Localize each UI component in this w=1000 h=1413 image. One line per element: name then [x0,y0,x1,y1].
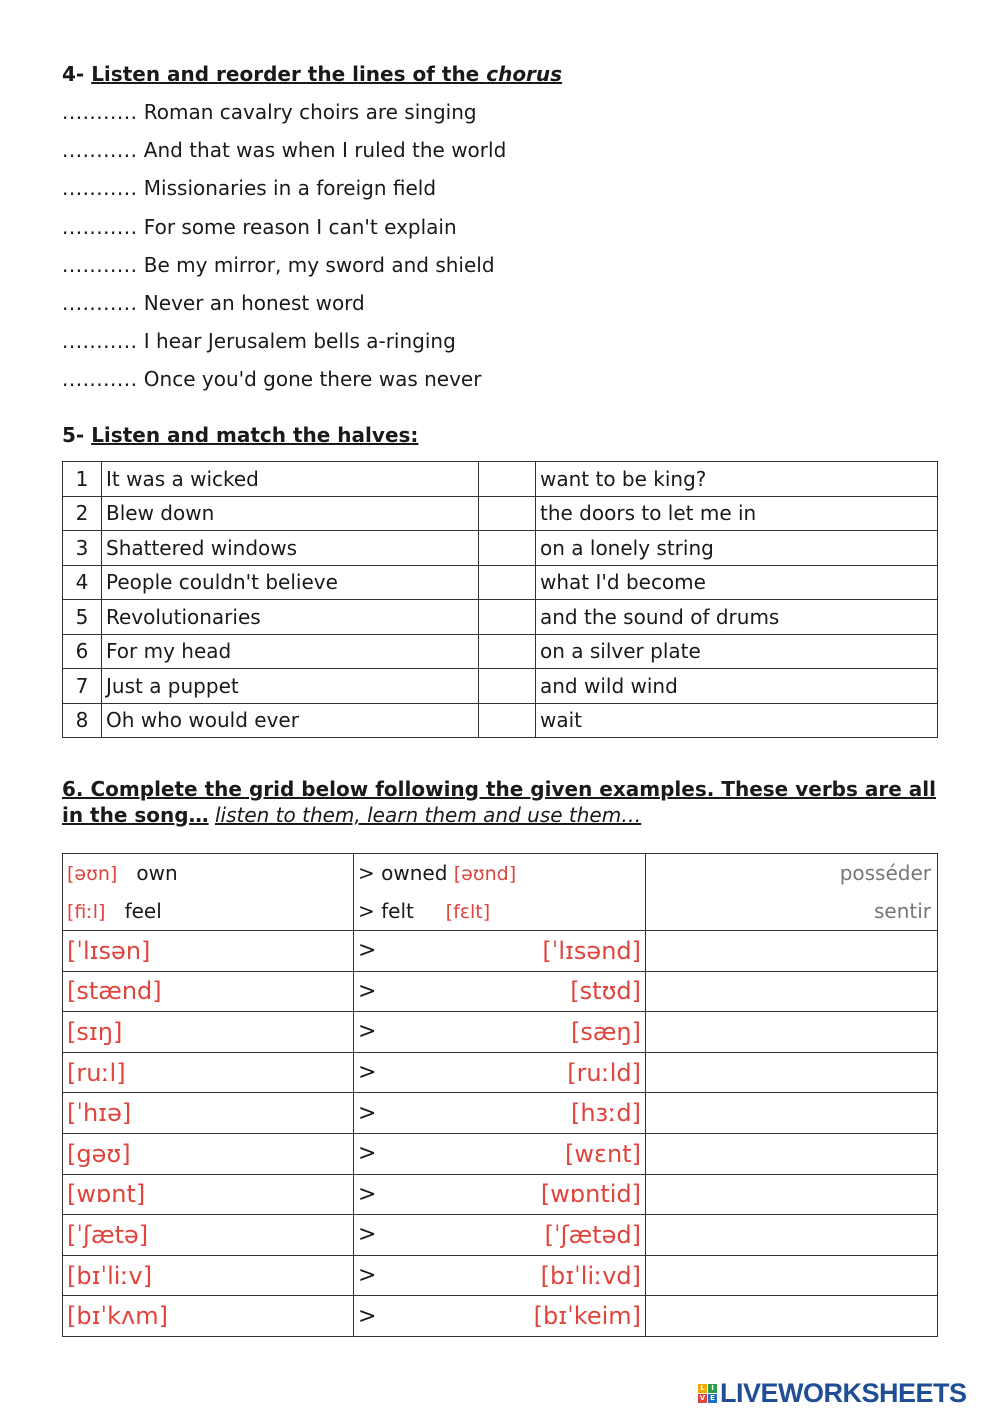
first-half: Revolutionaries [102,600,479,635]
first-half: Shattered windows [102,531,479,566]
example-base [63,854,354,893]
reorder-line-text: Roman cavalry choirs are singing [143,100,477,124]
past-form-ipa: [bɪˈliːvd] [540,1261,641,1290]
table-row [63,1255,938,1296]
arrow: > [358,938,377,964]
answer-blank[interactable]: ........... [62,367,138,392]
base-form-ipa[interactable]: [ˈhɪə] [63,1093,354,1134]
row-number: 8 [63,703,102,738]
match-halves-table [62,461,938,738]
translation-cell[interactable] [646,1093,938,1134]
table-row [63,1093,938,1134]
row-number: 6 [63,634,102,669]
past-form-ipa: [wɒntid] [540,1180,641,1209]
answer-cell[interactable] [479,462,536,497]
base-form-ipa[interactable]: [stænd] [63,971,354,1012]
row-number: 7 [63,669,102,704]
translation-cell[interactable] [646,1052,938,1093]
first-half: People couldn't believe [102,565,479,600]
reorder-line-text: Missionaries in a foreign field [143,176,437,201]
past-form-cell[interactable] [354,1215,646,1256]
section6-number: 6. [62,777,84,801]
table-row [63,634,938,669]
example-word: own [136,861,178,885]
example-word: feel [124,899,162,923]
table-row [63,1215,938,1256]
table-row [63,669,938,704]
reorder-line-text: For some reason I can't explain [143,214,457,239]
second-half: and the sound of drums [536,600,938,635]
arrow: > [358,1060,377,1086]
section4-heading [62,62,562,86]
reorder-line [62,291,365,315]
translation-cell[interactable] [646,1255,938,1296]
table-row [63,971,938,1012]
reorder-line [62,176,436,200]
past-form-cell[interactable] [354,1133,646,1174]
answer-blank[interactable]: ........... [62,291,138,315]
past-form-cell[interactable] [354,1174,646,1215]
translation-cell[interactable] [646,971,938,1012]
example-past-word: > felt [358,899,414,923]
section5-heading [62,423,418,447]
answer-cell[interactable] [479,531,536,566]
second-half: wait [536,703,938,738]
example-translation: sentir [646,892,938,931]
past-form-cell[interactable] [354,1296,646,1337]
reorder-line-text: Be my mirror, my sword and shield [143,252,495,277]
arrow: > [358,1181,377,1207]
example-base [63,892,354,931]
arrow: > [358,1263,377,1289]
base-form-ipa[interactable]: [bɪˈliːv] [63,1255,354,1296]
logo-text: LIVEWORKSHEETS [720,1378,967,1408]
answer-blank[interactable]: ........... [62,252,138,277]
base-form-ipa[interactable]: [sɪŋ] [63,1012,354,1053]
section4-title-italic: chorus [486,62,563,86]
answer-blank[interactable]: ........... [62,138,138,163]
example-past-word: > owned [358,861,448,885]
example-translation: posséder [646,854,938,893]
section6-title-bold: Complete the grid below following the given examples. These verbs are all in the song… [62,777,936,827]
past-form-ipa: [bɪˈkeim] [533,1302,641,1331]
past-form-ipa: [wɛnt] [565,1139,641,1168]
table-row [63,1012,938,1053]
arrow: > [358,978,377,1004]
translation-cell[interactable] [646,1296,938,1337]
table-row [63,565,938,600]
past-form-ipa: [stʊd] [570,977,641,1006]
base-form-ipa[interactable]: [ˈlɪsən] [63,931,354,972]
row-number: 1 [63,462,102,497]
row-number: 3 [63,531,102,566]
translation-cell[interactable] [646,1133,938,1174]
table-row [63,1174,938,1215]
answer-cell[interactable] [479,565,536,600]
translation-cell[interactable] [646,1174,938,1215]
reorder-line [62,329,456,353]
section6-title-italic: listen to them, learn them and use them… [214,803,642,827]
example-row [63,854,938,893]
table-row [63,931,938,972]
section6-heading [62,776,936,828]
base-form-ipa[interactable]: [ˈʃætə] [63,1215,354,1256]
answer-cell[interactable] [479,669,536,704]
past-form-cell[interactable] [354,1012,646,1053]
section5-title: Listen and match the halves: [91,423,419,447]
reorder-line [62,100,477,124]
table-row [63,1052,938,1093]
second-half: what I'd become [536,565,938,600]
past-form-cell[interactable] [354,1255,646,1296]
second-half: the doors to let me in [536,496,938,531]
reorder-line [62,253,495,277]
past-form-ipa: [ruːld] [567,1058,641,1087]
example-row [63,892,938,931]
translation-cell[interactable] [646,1215,938,1256]
past-form-ipa: [sæŋ] [570,1017,641,1046]
example-ipa: [əʊn] [67,863,118,885]
answer-blank[interactable]: ........... [62,176,138,201]
reorder-line [62,138,506,162]
table-row [63,600,938,635]
answer-blank[interactable]: ........... [62,329,138,354]
table-row [63,1133,938,1174]
section4-number: 4- [62,62,85,86]
table-row [63,531,938,566]
past-form-ipa: [hɜːd] [570,1099,641,1128]
answer-cell[interactable] [479,600,536,635]
past-form-ipa: [ˈʃætəd] [544,1220,641,1249]
answer-cell[interactable] [479,634,536,669]
first-half: For my head [102,634,479,669]
row-number: 2 [63,496,102,531]
answer-blank[interactable]: ........... [62,214,138,239]
table-row [63,1296,938,1337]
translation-cell[interactable] [646,1012,938,1053]
section4-title: Listen and reorder the lines of the [91,62,487,86]
example-past-ipa: [fɛlt] [445,901,491,923]
past-form-cell[interactable] [354,1052,646,1093]
reorder-line [62,367,481,391]
reorder-line-text: I hear Jerusalem bells a-ringing [143,329,456,354]
verb-grid [62,853,938,1337]
base-form-ipa[interactable]: [gəʊ] [63,1133,354,1174]
answer-cell[interactable] [479,703,536,738]
answer-blank[interactable]: ........... [62,100,138,124]
arrow: > [358,1222,377,1248]
row-number: 4 [63,565,102,600]
row-number: 5 [63,600,102,635]
second-half: want to be king? [536,462,938,497]
second-half: and wild wind [536,669,938,704]
translation-cell[interactable] [646,931,938,972]
past-form-cell[interactable] [354,971,646,1012]
arrow: > [358,1100,377,1126]
example-past-ipa: [əʊnd] [453,863,517,885]
first-half: It was a wicked [102,462,479,497]
reorder-line-text: Once you'd gone there was never [143,367,482,392]
reorder-line-text: And that was when I ruled the world [143,138,507,163]
table-row [63,496,938,531]
example-ipa: [fiːl] [67,901,106,923]
base-form-ipa[interactable]: [bɪˈkʌm] [63,1296,354,1337]
liveworksheets-logo [698,1378,967,1409]
reorder-line-text: Never an honest word [143,291,365,315]
past-form-ipa: [ˈlɪsənd] [542,936,641,965]
base-form-ipa[interactable]: [ruːl] [63,1052,354,1093]
example-past [354,854,646,893]
past-form-cell[interactable] [354,931,646,972]
first-half: Blew down [102,496,479,531]
answer-cell[interactable] [479,496,536,531]
arrow: > [358,1141,377,1167]
logo-mark-icon: L I V E [698,1384,717,1403]
first-half: Just a puppet [102,669,479,704]
past-form-cell[interactable] [354,1093,646,1134]
second-half: on a lonely string [536,531,938,566]
example-past [354,892,646,931]
first-half: Oh who would ever [102,703,479,738]
arrow: > [358,1303,377,1329]
arrow: > [358,1019,377,1045]
table-row [63,703,938,738]
base-form-ipa[interactable]: [wɒnt] [63,1174,354,1215]
reorder-line [62,215,457,239]
table-row [63,462,938,497]
second-half: on a silver plate [536,634,938,669]
section5-number: 5- [62,423,85,447]
